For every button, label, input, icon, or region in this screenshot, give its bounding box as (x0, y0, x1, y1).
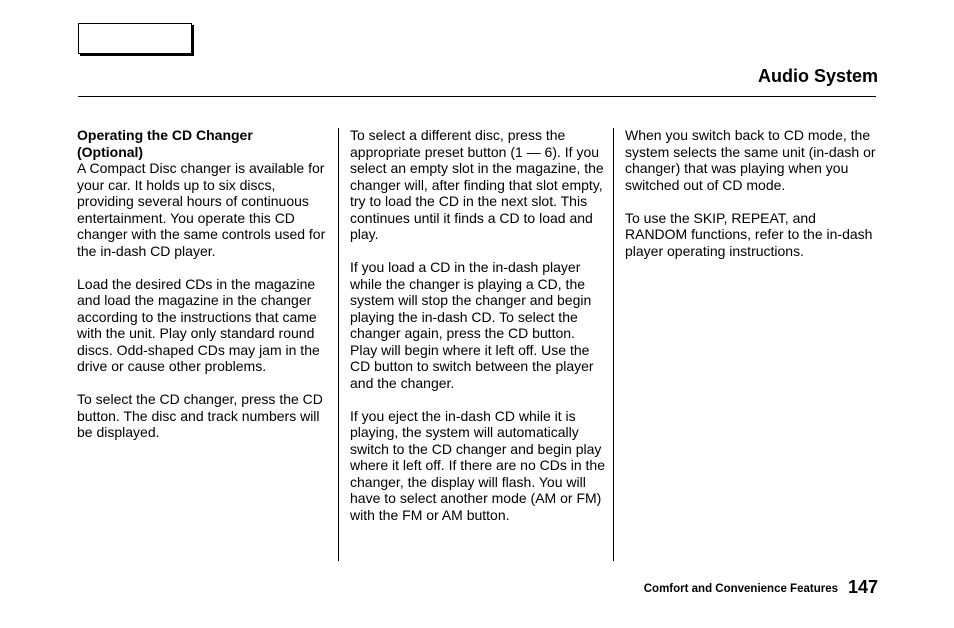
paragraph: To use the SKIP, REPEAT, and RANDOM functions, refer to the in-dash player operating instructions. (625, 209, 873, 259)
section-title: Audio System (757, 66, 878, 86)
paragraph: If you load a CD in the in-dash player while the changer is playing a CD, the system will stop the changer and begin playing the in-dash CD. To select the changer again, press the CD button. Play will begin where it left off. Use the CD button to switch between the player and the changer. (350, 259, 594, 391)
paragraph: To select the CD changer, press the CD button. The disc and track numbers will be displayed. (77, 391, 323, 440)
section-heading (77, 127, 327, 160)
paragraph: A Compact Disc changer is available for your car. It holds up to six discs, providing several hours of continuous entertainment. You operate this CD changer with the same controls used for the in-dash CD player. (77, 160, 326, 259)
paragraph: To select a different disc, press the appropriate preset button (1 — 6). If you select an empty slot in the magazine, the changer will, after finding that slot empty, try to load the CD in the next slot. This continues until it finds a CD to load and play. (350, 127, 604, 242)
paragraph: When you switch back to CD mode, the system selects the same unit (in-dash or changer) that was playing when you switched out of CD mode. (625, 127, 876, 193)
page-number: 147 (847, 577, 878, 597)
paragraph: Load the desired CDs in the magazine and load the magazine in the changer according to the instructions that came with the unit. Play only standard round discs. Odd-shaped CDs may jam in the drive or cause other problems. (77, 275, 320, 374)
column-2 (350, 127, 606, 540)
paragraph: If you eject the in-dash CD while it is playing, the system will automatically switch to the CD changer and begin play where it left off. If there are no CDs in the changer, the display will flash. You will have to select another mode (AM or FM) with the FM or AM button. (350, 407, 605, 523)
column-3 (625, 127, 877, 276)
heading-line-2: (Optional) (77, 143, 144, 160)
column-divider (613, 128, 614, 561)
navigation-box[interactable] (78, 23, 192, 54)
chapter-label: Comfort and Convenience Features (643, 583, 838, 595)
column-divider (338, 128, 339, 561)
heading-line-1: Operating the CD Changer (77, 127, 253, 143)
column-1 (77, 127, 327, 457)
header-rule (78, 96, 876, 97)
